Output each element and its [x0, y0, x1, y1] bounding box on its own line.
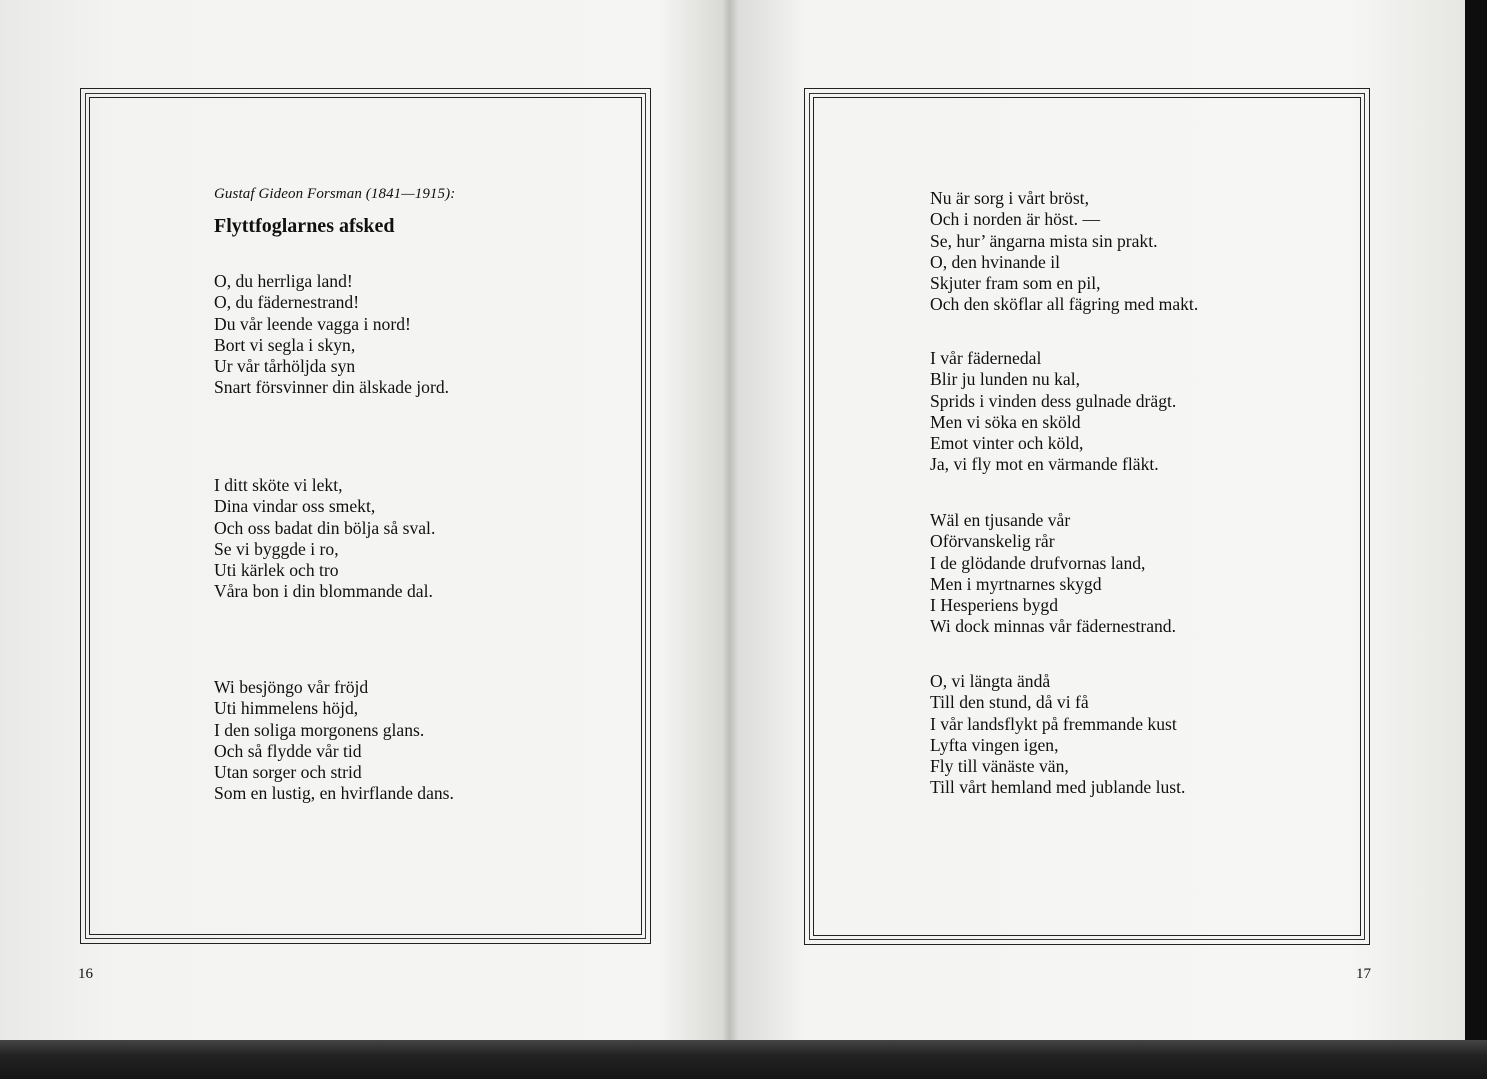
right-stanza-4 — [930, 671, 1185, 799]
verse-line: Och så flydde vår tid — [214, 740, 362, 761]
verse-line: O, du fädernestrand! — [214, 292, 360, 313]
verse-line: Men vi söka en sköld — [930, 411, 1081, 432]
verse-line: Och i norden är höst. — — [930, 209, 1101, 230]
verse-line: Lyfta vingen igen, — [930, 734, 1059, 755]
verse-line: Till vårt hemland med jublande lust. — [930, 777, 1186, 798]
verse-line: I de glödande drufvornas land, — [930, 552, 1146, 573]
verse-line: Och den sköflar all fägring med makt. — [930, 294, 1199, 315]
page-number-left: 16 — [78, 966, 93, 982]
verse-line: Wi besjöngo vår fröjd — [214, 677, 369, 697]
verse-line: Som en lustig, en hvirflande dans. — [214, 783, 454, 804]
verse-line: Se, hur’ ängarna mista sin prakt. — [930, 230, 1158, 251]
scan-edge-right — [1465, 0, 1487, 1079]
verse-line: O, den hvinande il — [930, 251, 1060, 272]
verse-line: Våra bon i din blommande dal. — [214, 581, 433, 602]
right-stanza-2 — [930, 348, 1176, 476]
verse-line: O, vi längta ändå — [930, 671, 1051, 691]
verse-line: Dina vindar oss smekt, — [214, 496, 376, 517]
verse-line: Nu är sorg i vårt bröst, — [930, 188, 1089, 208]
verse-line: I den soliga morgonens glans. — [214, 719, 425, 740]
verse-line: Bort vi segla i skyn, — [214, 334, 356, 355]
verse-line: Emot vinter och köld, — [930, 433, 1084, 454]
left-stanza-3 — [214, 677, 454, 805]
right-stanza-3 — [930, 510, 1176, 638]
verse-line: Skjuter fram som en pil, — [930, 273, 1101, 294]
verse-line: Och oss badat din bölja så sval. — [214, 517, 436, 538]
verse-line: Snart försvinner din älskade jord. — [214, 377, 450, 398]
verse-line: Blir ju lunden nu kal, — [930, 369, 1081, 390]
verse-line: Wäl en tjusande vår — [930, 510, 1071, 530]
verse-line: Uti kärlek och tro — [214, 560, 339, 581]
verse-line: I vår fädernedal — [930, 348, 1042, 368]
verse-line: Ja, vi fly mot en värmande fläkt. — [930, 454, 1159, 475]
scan-edge-bottom — [0, 1040, 1487, 1079]
poem-title: Flyttfoglarnes afsked — [214, 215, 395, 237]
verse-line: Utan sorger och strid — [214, 762, 362, 783]
verse-line: Oförvanskelig rår — [930, 531, 1055, 552]
verse-line: I ditt sköte vi lekt, — [214, 475, 343, 495]
verse-line: Du vår leende vagga i nord! — [214, 313, 411, 334]
verse-line: Wi dock minnas vår fädernestrand. — [930, 616, 1177, 637]
left-stanza-1 — [214, 271, 449, 399]
verse-line: Men i myrtnarnes skygd — [930, 573, 1102, 594]
verse-line: Se vi byggde i ro, — [214, 538, 339, 559]
poem-author: Gustaf Gideon Forsman (1841—1915): — [214, 186, 456, 202]
verse-line: Sprids i vinden dess gulnade drägt. — [930, 390, 1177, 411]
left-stanza-2 — [214, 475, 435, 603]
verse-line: Till den stund, då vi få — [930, 692, 1089, 713]
verse-line: I vår landsflykt på fremmande kust — [930, 713, 1177, 734]
verse-line: I Hesperiens bygd — [930, 595, 1059, 616]
verse-line: Uti himmelens höjd, — [214, 698, 359, 719]
right-stanza-1 — [930, 188, 1198, 316]
verse-line: Ur vår tårhöljda syn — [214, 356, 356, 377]
page-number-right: 17 — [1356, 966, 1371, 982]
verse-line: Fly till vänäste vän, — [930, 756, 1069, 777]
verse-line: O, du herrliga land! — [214, 271, 353, 291]
